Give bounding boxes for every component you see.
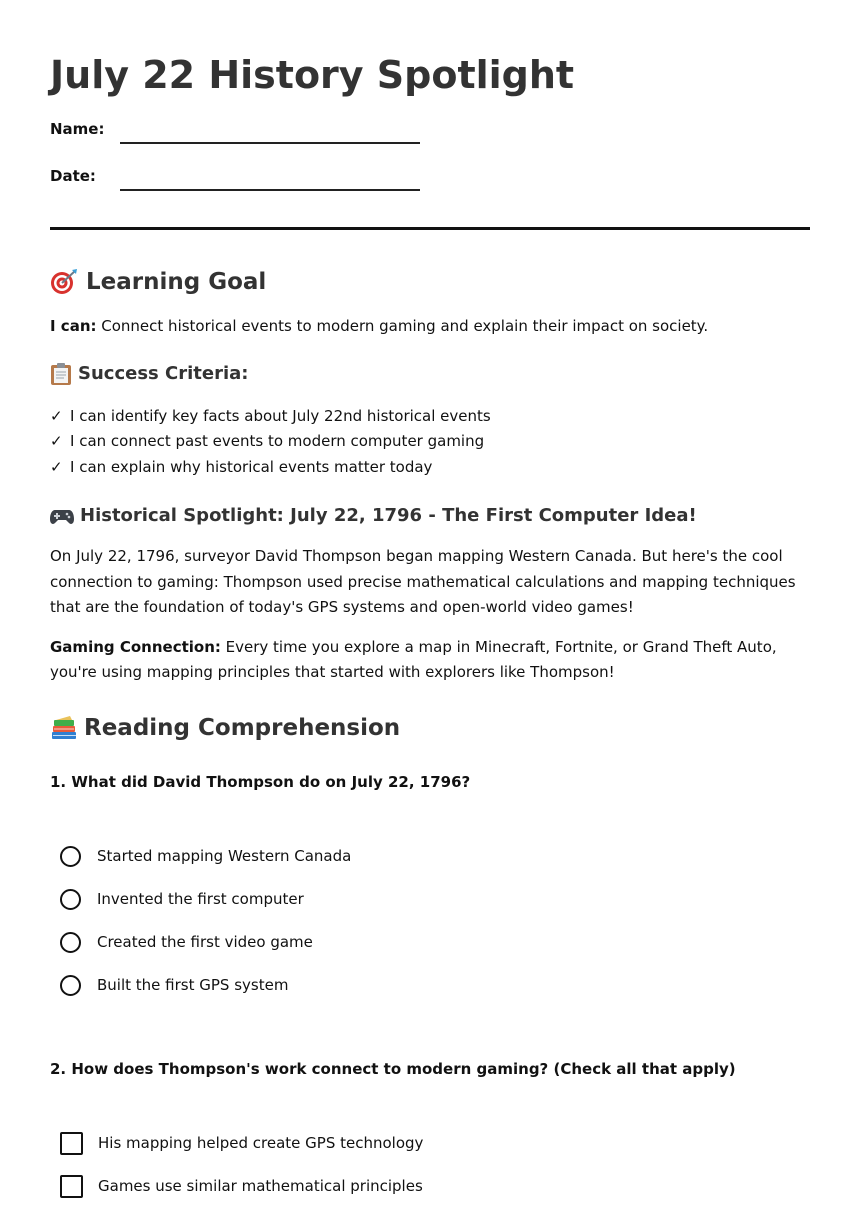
- checkbox[interactable]: [60, 1175, 83, 1198]
- page-title: July 22 History Spotlight: [50, 53, 575, 97]
- checkbox-option[interactable]: [50, 1165, 810, 1208]
- gaming-connection-label: Gaming Connection:: [50, 637, 221, 656]
- option-label: Games use similar mathematical principles: [98, 1177, 423, 1195]
- checkmark-icon: ✓: [50, 432, 63, 450]
- question-2-options: [50, 1122, 810, 1208]
- name-input-line[interactable]: [120, 141, 420, 144]
- question-1-options: [50, 835, 810, 1007]
- radio-button[interactable]: [60, 846, 81, 867]
- option-label: Created the first video game: [97, 933, 313, 951]
- gaming-connection: [50, 635, 810, 686]
- criteria-item: [50, 404, 810, 430]
- radio-option[interactable]: [50, 964, 810, 1007]
- question-1: 1. What did David Thompson do on July 22, 1796?: [50, 772, 471, 791]
- success-criteria-heading: [50, 362, 810, 386]
- date-field-row: [50, 161, 810, 191]
- option-label: Started mapping Western Canada: [97, 847, 352, 865]
- radio-option[interactable]: [50, 878, 810, 921]
- radio-button[interactable]: [60, 932, 81, 953]
- date-input-line[interactable]: [120, 188, 420, 191]
- option-label: Built the first GPS system: [97, 976, 289, 994]
- ican-label: I can:: [50, 317, 97, 335]
- target-icon: [50, 268, 78, 296]
- radio-option[interactable]: [50, 921, 810, 964]
- radio-option[interactable]: [50, 835, 810, 878]
- criteria-item: [50, 429, 810, 455]
- spotlight-body: On July 22, 1796, surveyor David Thompson began mapping Western Canada. But here's the cool connection to gaming: Thompson used precise mathematical calculations and mapping techniques that are the foundation of today's GPS systems and open-world video games!: [50, 547, 796, 616]
- checkmark-icon: ✓: [50, 457, 63, 476]
- ican-statement: [50, 314, 810, 340]
- success-criteria-list: [50, 404, 810, 481]
- game-controller-icon: [50, 506, 74, 526]
- radio-button[interactable]: [60, 889, 81, 910]
- success-criteria-title: Success Criteria:: [78, 362, 249, 384]
- option-label: His mapping helped create GPS technology: [98, 1134, 424, 1152]
- spotlight-heading: [50, 504, 810, 528]
- learning-goal-heading: [50, 268, 810, 296]
- criteria-item: [50, 455, 810, 481]
- name-label: Name:: [50, 120, 105, 138]
- reading-comprehension-title: Reading Comprehension: [84, 714, 401, 741]
- criteria-text: I can identify key facts about July 22nd historical events: [70, 406, 491, 425]
- question-2: 2. How does Thompson's work connect to modern gaming? (Check all that apply): [50, 1059, 736, 1078]
- option-label: Invented the first computer: [97, 890, 304, 908]
- date-label: Date:: [50, 167, 96, 185]
- gaming-connection-text: Every time you explore a map in Minecraft, Fortnite, or Grand Theft Auto, you're using mapping principles that started with explorers like Thompson!: [50, 637, 777, 681]
- radio-button[interactable]: [60, 975, 81, 996]
- checkbox-option[interactable]: [50, 1122, 810, 1165]
- learning-goal-title: Learning Goal: [86, 269, 267, 295]
- checkbox[interactable]: [60, 1132, 83, 1155]
- books-icon: [50, 715, 78, 741]
- criteria-text: I can explain why historical events matter today: [70, 457, 433, 476]
- criteria-text: I can connect past events to modern computer gaming: [70, 432, 485, 450]
- clipboard-icon: [50, 362, 72, 386]
- spotlight-title: Historical Spotlight: July 22, 1796 - The First Computer Idea!: [80, 505, 697, 526]
- name-field-row: [50, 114, 810, 144]
- checkmark-icon: ✓: [50, 406, 63, 425]
- ican-text: Connect historical events to modern gaming and explain their impact on society.: [96, 317, 709, 335]
- header-divider: [50, 227, 810, 230]
- reading-comprehension-heading: [50, 714, 810, 742]
